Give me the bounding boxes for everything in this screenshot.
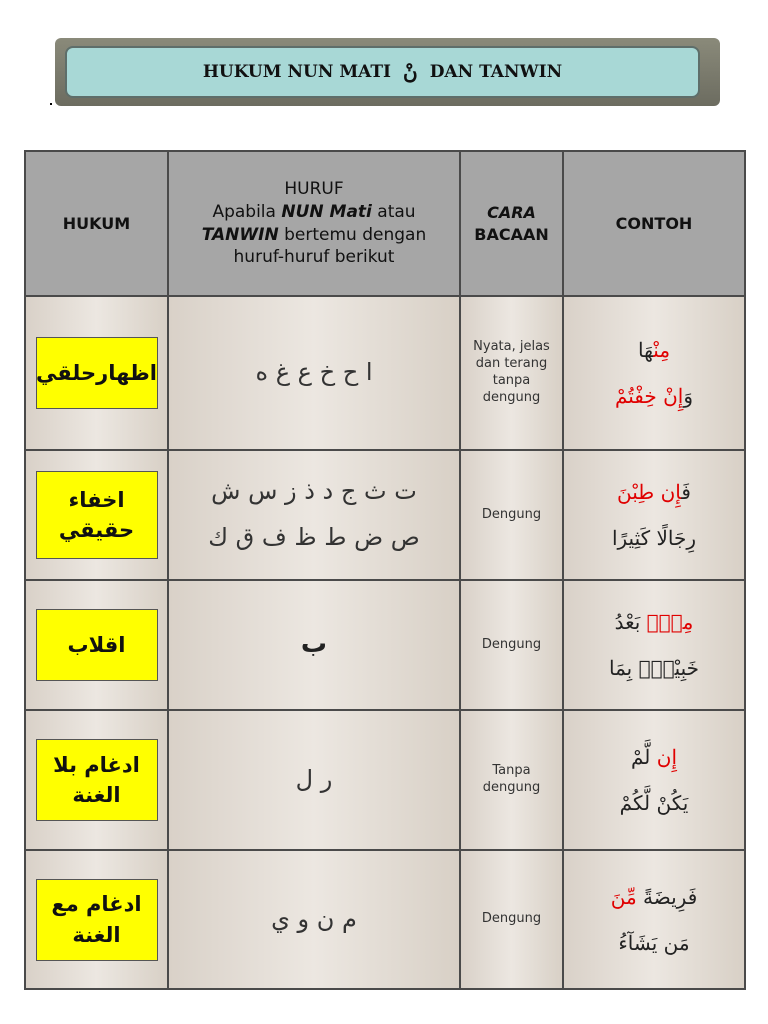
huruf-cell (168, 850, 460, 989)
header-hukum: HUKUM (25, 151, 168, 296)
table-row (25, 850, 745, 989)
contoh-black: هَا (637, 338, 654, 362)
contoh-line (564, 874, 744, 920)
hukum-table (24, 150, 746, 990)
contoh-black: خَبِيْرٌۢ بِمَا (608, 656, 700, 680)
table-row (25, 296, 745, 450)
huruf-cell (168, 450, 460, 580)
title-arabic: نْ (403, 60, 418, 84)
contoh-black: وَ (683, 384, 694, 408)
huruf-cell (168, 296, 460, 450)
header-huruf-line1-a: Apabila (212, 201, 282, 222)
header-huruf-nun-mati: NUN Mati (281, 201, 372, 222)
contoh-cell (563, 710, 745, 850)
contoh-black: فَ (681, 480, 691, 504)
hukum-label: ادغام بلا الغنة (36, 739, 158, 821)
cara-line: dengung (482, 780, 541, 795)
contoh-line (564, 645, 744, 691)
hukum-cell (25, 850, 168, 989)
contoh-cell (563, 450, 745, 580)
header-huruf-line1-c: atau (371, 201, 416, 222)
header-huruf-line1 (169, 201, 459, 224)
title-banner (55, 38, 720, 106)
header-huruf-line2-b: bertemu dengan (278, 224, 427, 245)
stray-dot (50, 103, 52, 105)
hukum-cell (25, 580, 168, 710)
hukum-label: اظهارحلقي (36, 337, 158, 409)
contoh-line (564, 469, 744, 515)
huruf-cell (168, 580, 460, 710)
hukum-cell (25, 710, 168, 850)
hukum-cell (25, 296, 168, 450)
contoh-black: فَرِيضَةً (643, 884, 698, 909)
contoh-line (564, 599, 744, 645)
hukum-label: اخفاء حقيقي (36, 471, 158, 559)
contoh-cell (563, 580, 745, 710)
contoh-red: إِن (656, 745, 677, 769)
table-row (25, 450, 745, 580)
contoh-line (564, 515, 744, 561)
header-huruf-tanwin: TANWIN (201, 224, 279, 245)
contoh-line (564, 734, 744, 780)
huruf-letters: ب (300, 629, 328, 660)
contoh-red: مِنْ (653, 338, 671, 362)
cara-line: tanpa (492, 373, 531, 388)
contoh-cell (563, 850, 745, 989)
hukum-label: اقلاب (36, 609, 158, 681)
contoh-line (564, 327, 744, 373)
header-cara-bacaan (460, 151, 563, 296)
huruf-letters: ر ل (295, 765, 333, 794)
contoh-line (564, 780, 744, 826)
contoh-red: إِنْ خِفْتُمْ (614, 384, 684, 408)
cara-line: Tanpa (492, 763, 531, 779)
cara-cell (460, 450, 563, 580)
header-huruf-line2 (169, 224, 459, 247)
contoh-black: يَكُنْ لَّكُمْ (619, 791, 689, 815)
header-contoh: CONTOH (563, 151, 745, 296)
contoh-black: مَن يَشَآءُ (618, 930, 690, 955)
hukum-label: ادغام مع الغنة (36, 879, 158, 961)
contoh-black: بَعْدُ (614, 610, 647, 634)
cara-line: Dengung (481, 636, 542, 652)
contoh-red: مِنْۢ (646, 610, 694, 634)
cara-cell (460, 296, 563, 450)
header-huruf-title: HURUF (284, 178, 344, 199)
header-huruf-line3: huruf-huruf berikut (233, 247, 395, 268)
header-row (25, 151, 745, 296)
header-bacaan: BACAAN (474, 224, 549, 244)
cara-line: Dengung (481, 911, 542, 927)
title-banner-inner (65, 46, 700, 98)
huruf-letters: ت ث ج د ذ ز س ش (211, 477, 417, 506)
table-row (25, 580, 745, 710)
cara-cell (460, 580, 563, 710)
hukum-cell (25, 450, 168, 580)
cara-line: dan terang (475, 356, 548, 372)
title-right: DAN TANWIN (429, 62, 563, 82)
contoh-cell (563, 296, 745, 450)
huruf-letters: م ن و ي (271, 904, 357, 933)
contoh-black: لَّمْ (630, 745, 657, 769)
cara-line: dengung (482, 389, 541, 405)
table-row (25, 710, 745, 850)
header-huruf (168, 151, 460, 296)
contoh-red: مِّنَ (610, 884, 644, 909)
huruf-letters: ص ض ط ظ ف ق ك (208, 523, 420, 551)
header-cara: CARA (487, 202, 536, 222)
title-left: HUKUM NUN MATI (202, 62, 391, 82)
contoh-black: رِجَالًا كَثِيرًا (611, 526, 697, 550)
contoh-red: إِن طِبْنَ (617, 480, 682, 504)
huruf-cell (168, 710, 460, 850)
cara-cell (460, 850, 563, 989)
contoh-line (564, 920, 744, 966)
contoh-line (564, 373, 744, 419)
huruf-letters: ا ح خ ع غ ه (255, 358, 373, 387)
cara-cell (460, 710, 563, 850)
cara-line: Nyata, jelas (473, 339, 550, 355)
cara-line: Dengung (481, 506, 542, 522)
